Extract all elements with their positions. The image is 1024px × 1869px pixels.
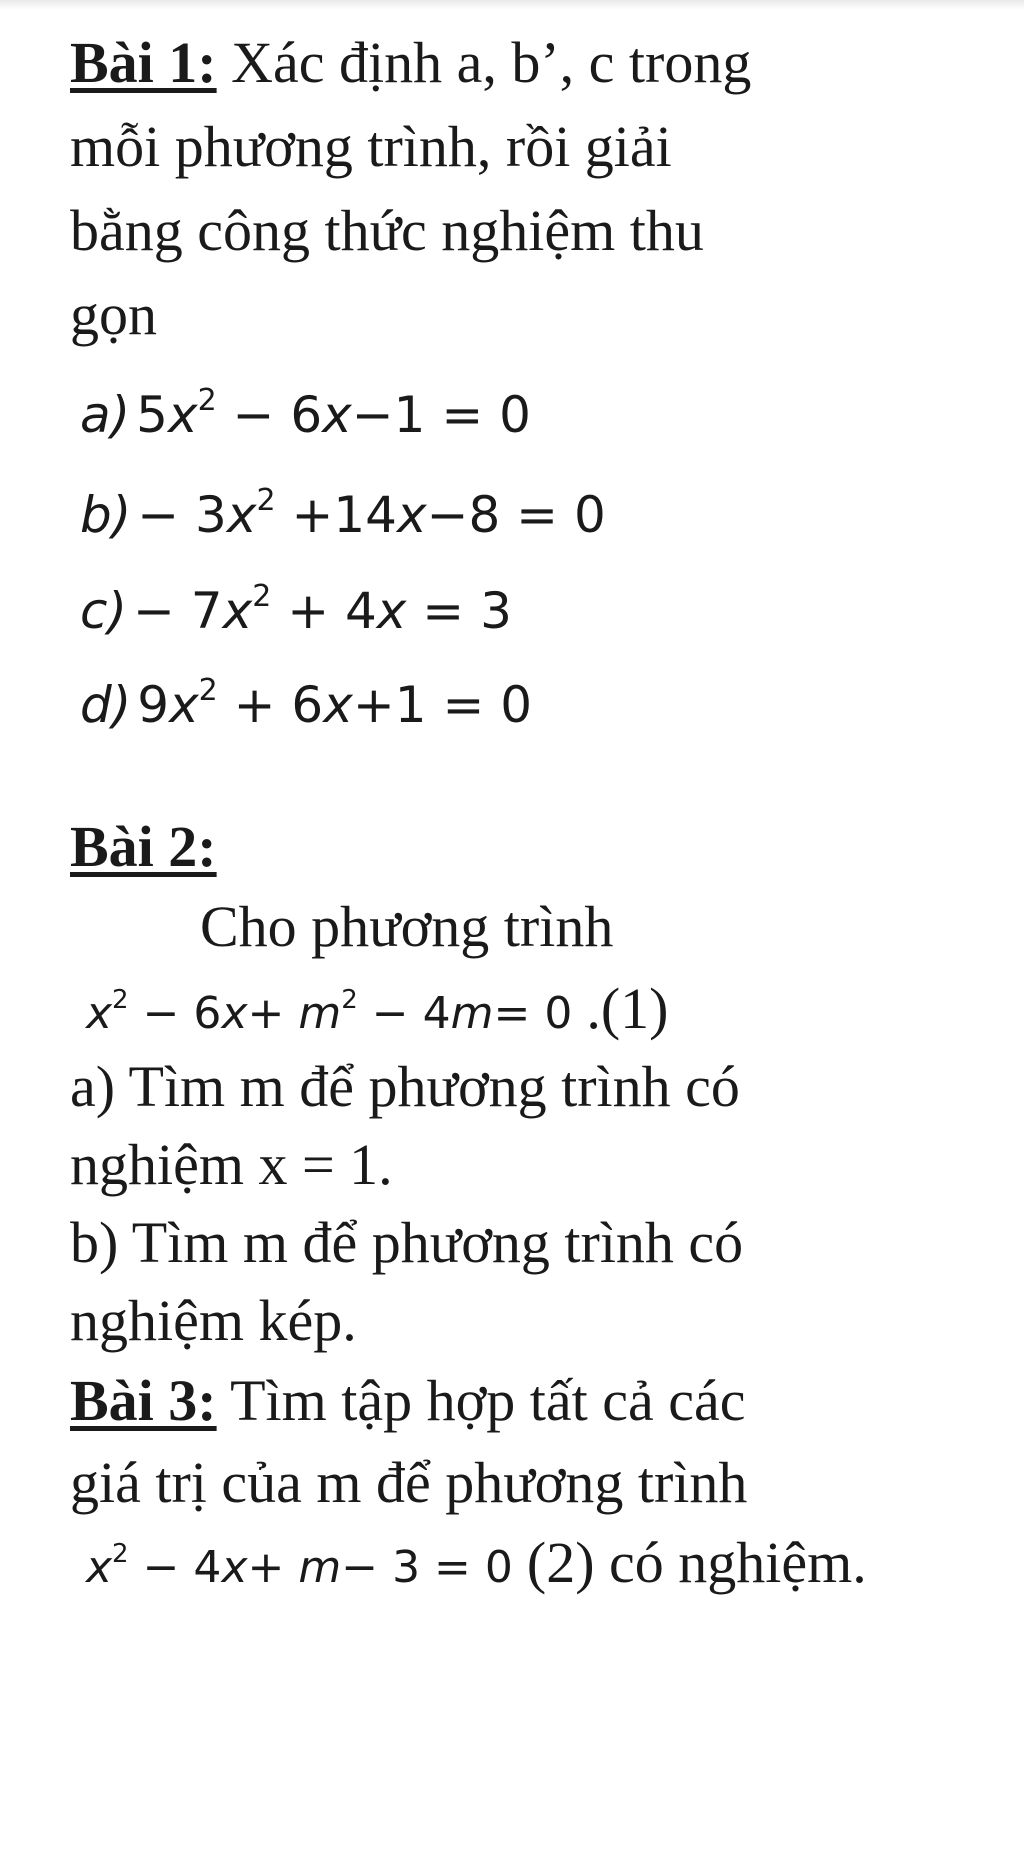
- eq-term: + 4: [271, 582, 377, 640]
- equation-label: b): [80, 486, 132, 544]
- bai3-heading-line: [70, 1368, 746, 1433]
- eq-term: − 4: [128, 1542, 222, 1593]
- eq-variable: x: [167, 386, 198, 444]
- bai1-text-line-1: Xác định a, b’, c trong: [216, 30, 752, 95]
- eq-variable: x: [226, 486, 257, 544]
- eq-term: − 4: [357, 988, 451, 1039]
- eq-term: −8 = 0: [426, 486, 606, 544]
- eq-term: − 6: [216, 386, 323, 444]
- eq-term: 5: [136, 386, 168, 444]
- equation-label: d): [80, 676, 132, 734]
- eq-exponent: 2: [197, 383, 217, 418]
- eq-term: −1 = 0: [351, 386, 531, 444]
- eq-exponent: 2: [112, 1539, 129, 1569]
- eq-variable: m: [298, 1542, 342, 1593]
- bai2-equation: [86, 976, 669, 1041]
- eq-term: − 6: [128, 988, 222, 1039]
- eq-term: = 3: [406, 582, 512, 640]
- eq-variable: x: [169, 676, 199, 734]
- eq-term: − 3: [137, 486, 227, 544]
- bai2-equation-number: .(1): [586, 976, 669, 1041]
- eq-variable: x: [222, 582, 253, 640]
- bai3-equation-suffix: (2) có nghiệm.: [526, 1530, 867, 1595]
- eq-variable: x: [376, 582, 407, 640]
- bai3-line-1: Tìm tập hợp tất cả các: [216, 1368, 746, 1433]
- equation-label: a): [80, 386, 131, 444]
- bai3-title: Bài 3:: [70, 1368, 217, 1433]
- bai1-heading-line: [70, 30, 752, 95]
- eq-exponent: 2: [341, 985, 358, 1015]
- eq-term: − 3 = 0: [341, 1542, 527, 1593]
- eq-variable: x: [86, 1542, 113, 1593]
- eq-term: +14: [275, 486, 397, 544]
- bai2-line-1: a) Tìm m để phương trình có: [70, 1054, 740, 1119]
- eq-exponent: 2: [198, 673, 218, 708]
- top-edge-shadow: [0, 0, 1024, 10]
- bai1-equation-b: [80, 483, 606, 544]
- bai2-line-3: b) Tìm m để phương trình có: [70, 1210, 744, 1275]
- bai3-line-2: giá trị của m để phương trình: [70, 1450, 748, 1515]
- bai1-text-line-4: gọn: [70, 282, 157, 347]
- eq-term: + 6: [217, 676, 324, 734]
- eq-variable: x: [396, 486, 427, 544]
- eq-variable: x: [221, 1542, 248, 1593]
- eq-term: +1 = 0: [352, 676, 533, 734]
- eq-term: 9: [137, 676, 170, 734]
- bai1-equation-c: [80, 579, 512, 640]
- eq-variable: x: [86, 988, 113, 1039]
- bai2-line-2: nghiệm x = 1.: [70, 1132, 393, 1197]
- eq-term: +: [247, 1542, 299, 1593]
- bai1-title: Bài 1:: [70, 30, 217, 95]
- eq-variable: m: [298, 988, 342, 1039]
- eq-exponent: 2: [256, 483, 276, 518]
- eq-variable: x: [323, 676, 353, 734]
- eq-exponent: 2: [112, 985, 129, 1015]
- bai1-text-line-3: bằng công thức nghiệm thu: [70, 198, 704, 263]
- eq-exponent: 2: [252, 579, 272, 614]
- eq-variable: x: [322, 386, 352, 444]
- bai2-intro: Cho phương trình: [200, 894, 614, 959]
- eq-term: +: [247, 988, 299, 1039]
- bai2-line-4: nghiệm kép.: [70, 1288, 357, 1353]
- equation-label: c): [80, 582, 127, 640]
- bai1-text-line-2: mỗi phương trình, rồi giải: [70, 114, 672, 179]
- bai1-equation-a: [80, 383, 531, 444]
- eq-term: = 0: [493, 988, 587, 1039]
- eq-variable: x: [221, 988, 248, 1039]
- eq-term: − 7: [133, 582, 223, 640]
- eq-variable: m: [450, 988, 494, 1039]
- bai2-title: Bài 2:: [70, 814, 217, 879]
- bai3-equation: [86, 1530, 867, 1595]
- bai1-equation-d: [80, 673, 533, 734]
